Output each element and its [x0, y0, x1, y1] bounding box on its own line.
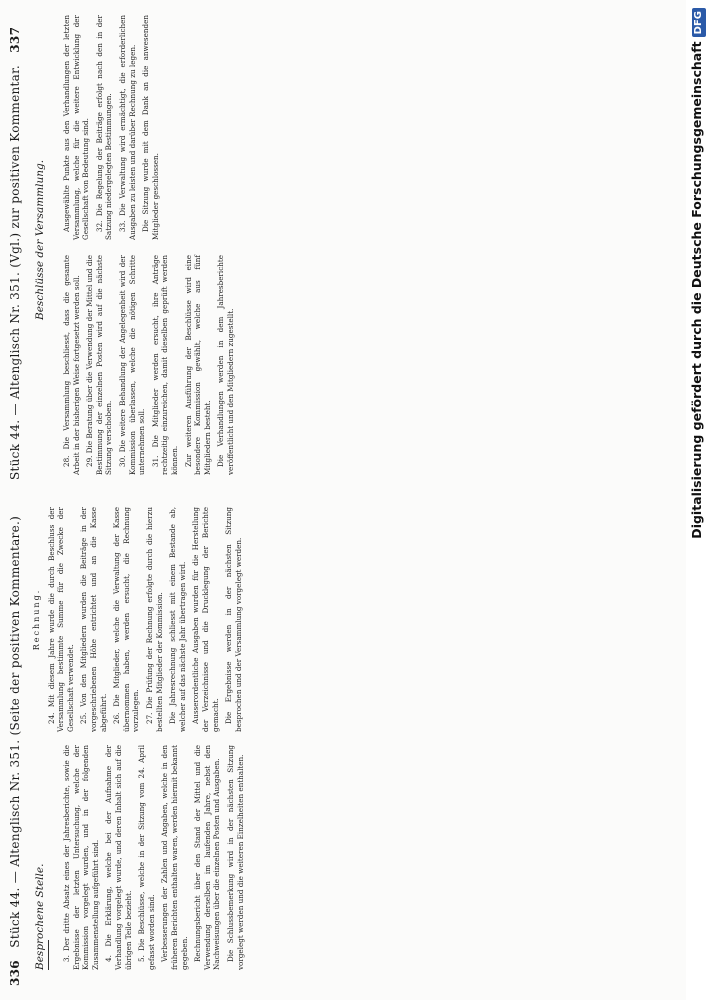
- paragraph: Ausserordentliche Ausgaben wurden für die Herstellung der Verzeichnisse und die Drucklegung der Berichte gemacht.: [191, 507, 220, 732]
- paragraph: 27. Die Prüfung der Rechnung erfolgte durch die hierzu bestellten Mitglieder der Kommission.: [144, 507, 164, 732]
- paragraph: Zur weiteren Ausführung der Beschlüsse wird eine besondere Kommission gewählt, welche aus fünf Mitgliedern besteht.: [183, 255, 212, 475]
- right-page-column-2: [62, 15, 622, 240]
- left-header-text: Stück 44. — Altenglisch Nr. 351. (Seite der positiven Kommentare.): [8, 515, 22, 948]
- left-running-header: [8, 516, 22, 986]
- paragraph: 31. Die Mitglieder werden ersucht, ihre Anträge rechtzeitig einzureichen, damit dieselben geprüft werden können.: [150, 255, 179, 475]
- paragraph: Die Jahresrechnung schliesst mit einem Bestande ab, welcher auf das nächste Jahr übertragen wird.: [168, 507, 187, 732]
- paragraph: 5. Die Beschlüsse, welche in der Sitzung vom 24. April gefasst worden sind.: [137, 745, 156, 970]
- column-heading: Rechnung.: [32, 588, 41, 651]
- paragraph: 30. Die weitere Behandlung der Angelegenheit wird der Kommission überlassen, welche die nötigen Schritte unternehmen soll.: [117, 255, 147, 475]
- paragraph: Die Verhandlungen werden in dem Jahresberichte veröffentlicht und den Mitgliedern zugestellt.: [216, 255, 235, 475]
- digitization-notice: [686, 0, 707, 1000]
- paragraph: 26. Die Mitglieder, welche die Verwaltung der Kasse übernommen haben, werden ersucht, die Rechnung vorzulegen.: [112, 507, 141, 732]
- digitization-sidebar: [686, 0, 707, 1000]
- right-section-title: Beschlüsse der Versammlung.: [34, 159, 46, 320]
- paragraph: 33. Die Verwaltung wird ermächtigt, die erforderlichen Ausgaben zu leisten und darüber Rechnung zu legen.: [117, 15, 137, 240]
- paragraph: Die Schlussbemerkung wird in der nächsten Sitzung vorgelegt werden und die weiteren Einzelheiten enthalten.: [225, 745, 245, 970]
- digitization-text: Digitalisierung gefördert durch die Deutsche Forschungsgemeinschaft: [689, 41, 704, 539]
- section-rule: [48, 940, 49, 970]
- left-page-column-2: [30, 507, 620, 732]
- paragraph: 4. Die Erklärung, welche bei der Aufnahme der Verhandlung vorgelegt wurde, und deren Inhalt sich auf die übrigen Teile bezieht.: [104, 745, 133, 970]
- right-header-text: Stück 44. — Altenglisch Nr. 351. (Vgl.) zur positiven Kommentar.: [8, 65, 22, 480]
- left-page-column-1: [62, 745, 622, 970]
- paragraph: 25. Von den Mitgliedern wurden die Beiträge in der vorgeschriebenen Höhe entrichtet und an die Kasse abgeführt.: [79, 507, 108, 732]
- paragraph: Ausgewählte Punkte aus den Verhandlungen der letzten Versammlung, welche für die weitere Entwicklung der Gesellschaft von Bedeutung sind.: [62, 15, 91, 240]
- left-section-title: Besprochene Stelle.: [34, 863, 46, 970]
- paragraph: 24. Mit diesem Jahre wurde die durch Beschluss der Versammlung bestimmte Summe für die Zwecke der Gesellschaft verwendet.: [46, 507, 75, 732]
- paragraph: 29. Die Beratung über die Verwendung der Mittel und die Bestimmung der einzelnen Posten wird auf die nächste Sitzung verschoben.: [85, 255, 114, 475]
- paragraph: Die Ergebnisse werden in der nächsten Sitzung besprochen und der Versammlung vorgelegt werden.: [224, 507, 243, 732]
- right-page-number: 337: [8, 26, 22, 53]
- paragraph: Die Sitzung wurde mit dem Dank an die anwesenden Mitglieder geschlossen.: [141, 15, 160, 240]
- paragraph: 3. Der dritte Absatz eines der Jahresberichte, sowie die Ergebnisse der letzten Untersuchung, welche der Kommission vorgelegt wurden, und in der folgenden Zusammenstellung aufgeführt sind.: [62, 745, 100, 970]
- left-page-number: 336: [8, 960, 22, 986]
- paragraph: 28. Die Versammlung beschliesst, dass die gesamte Arbeit in der bisherigen Weise fortgesetzt werden soll.: [62, 255, 81, 475]
- paragraph: Verbesserungen der Zahlen und Angaben, welche in den früheren Berichten enthalten waren, werden hiermit bekannt gegeben.: [160, 745, 189, 970]
- right-running-header: [8, 27, 22, 480]
- paragraph: Rechnungsbericht über den Stand der Mittel und die Verwendung derselben im laufenden Jahre, nebst den Nachweisungen über die einzelnen Posten und Ausgaben.: [193, 745, 222, 970]
- dfg-logo-icon: DFG: [692, 8, 706, 37]
- right-page-column-1: [62, 255, 622, 475]
- paragraph: 32. Die Regelung der Beiträge erfolgt nach den in der Satzung niedergelegten Bestimmungen.: [94, 15, 114, 240]
